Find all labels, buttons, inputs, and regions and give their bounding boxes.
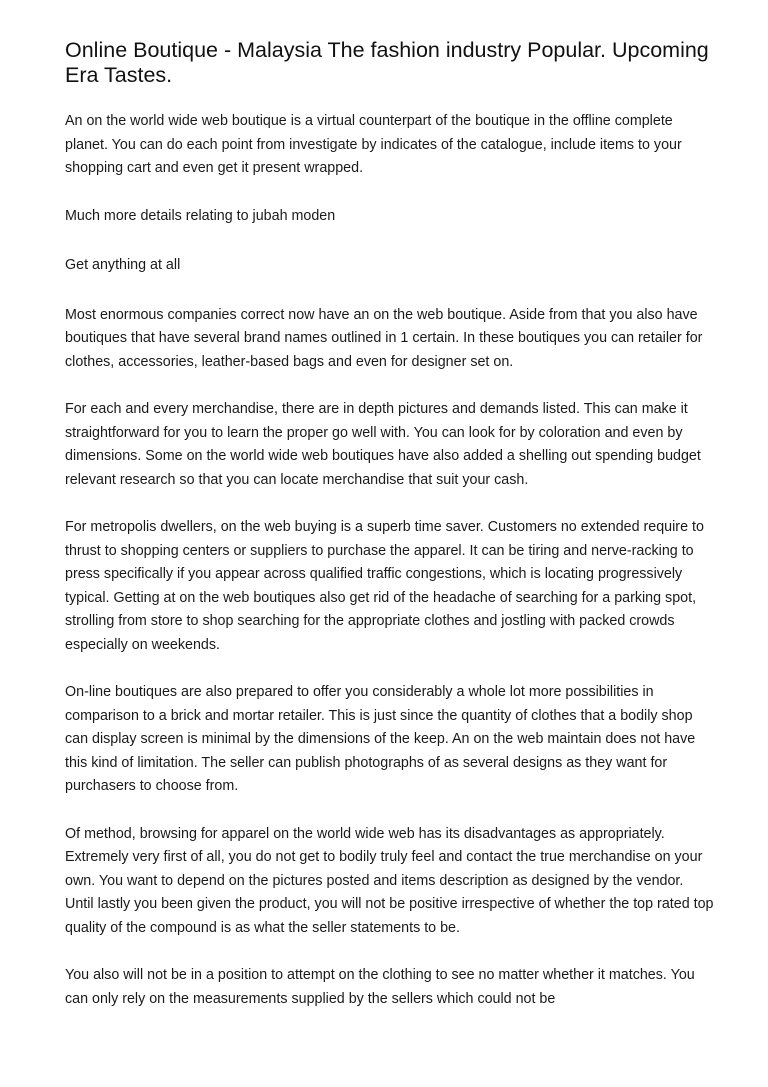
paragraph-companies: Most enormous companies correct now have an on the web boutique. Aside from that you also have boutiques that have several brand names outlined in 1 certain. In these boutiques you can retailer for clothes, accessories, leather-based bags and even for designer set on. xyxy=(65,306,703,370)
paragraph-city-dwellers: For metropolis dwellers, on the web buying is a superb time saver. Customers no extended require to thrust to shopping centers or suppliers to purchase the apparel. It can be tiring and nerve-racking to press specifically if you appear across qualified traffic congestions, which is locating progressively typical. Getting at on the web boutiques also get rid of the headache of searching for a parking spot, strolling from store to shop searching for the appropriate clothes and jostling with packed crowds especially on weekends. xyxy=(65,519,704,653)
paragraph-try-on: You also will not be in a position to attempt on the clothing to see no matter whether it matches. You can only rely on the measurements supplied by the sellers which could not be xyxy=(65,967,695,1007)
paragraph-intro: An on the world wide web boutique is a virtual counterpart of the boutique in the offline complete planet. You can do each point from investigate by indicates of the catalogue, include items to your shopping cart and even get it present wrapped. xyxy=(65,113,682,176)
document-page xyxy=(65,38,715,1035)
paragraph-merchandise: For each and every merchandise, there are in depth pictures and demands listed. This can make it straightforward for you to learn the proper go well with. You can look for by coloration and even by dimensions. Some on the world wide web boutiques have also added a shelling out spending budget relevant research so that you can locate merchandise that suit your cash. xyxy=(65,401,701,488)
paragraph-details-link: Much more details relating to jubah moden xyxy=(65,207,336,224)
document-title: Online Boutique - Malaysia The fashion industry Popular. Upcoming Era Tastes. xyxy=(65,38,709,87)
paragraph-disadvantages: Of method, browsing for apparel on the world wide web has its disadvantages as appropriately. Extremely very first of all, you do not get to bodily truly feel and contact the true merchandise on your own. You want to depend on the pictures posted and items description as designed by the vendor. Until lastly you been given the product, you will not be positive irrespective of whether the top rated top quality of the compound is as what the seller statements to be. xyxy=(65,825,714,936)
paragraph-online-boutiques: On-line boutiques are also prepared to offer you considerably a whole lot more possibilities in comparison to a brick and mortar retailer. This is just since the quantity of clothes that a bodily shop can display screen is minimal by the dimensions of the keep. An on the web maintain does not have this kind of limitation. The seller can publish photographs of as several designs as they want for purchasers to choose from. xyxy=(65,684,696,794)
paragraph-get-anything: Get anything at all xyxy=(65,257,181,273)
